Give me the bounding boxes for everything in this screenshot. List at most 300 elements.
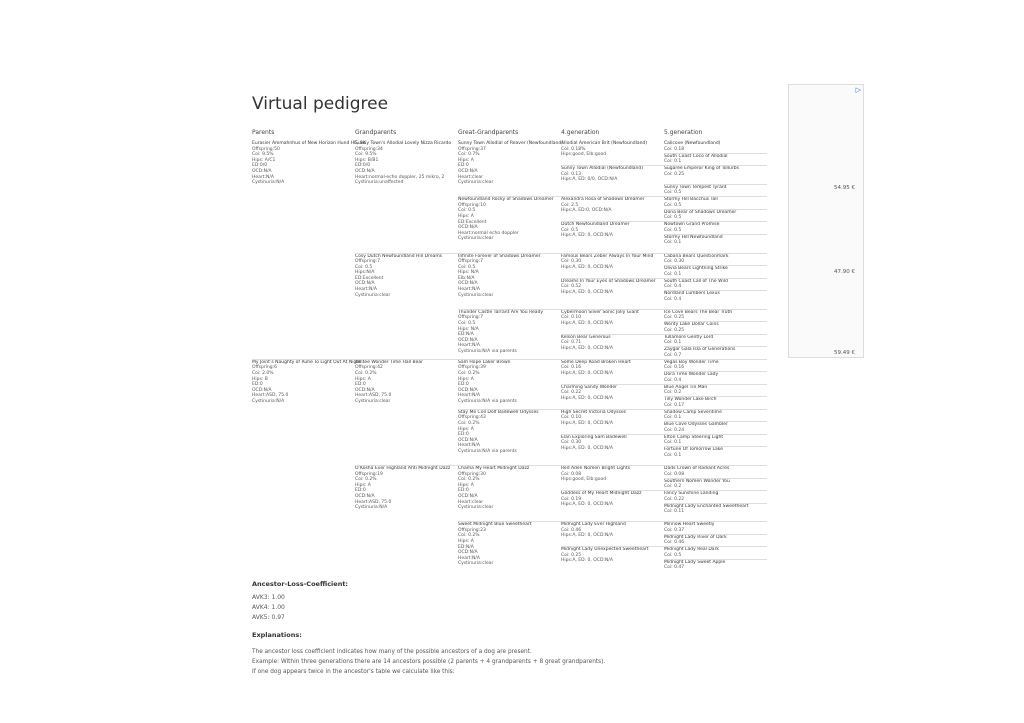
dog-detail: Coi: 0.37	[664, 527, 685, 533]
pedigree-dog-entry[interactable]	[458, 360, 559, 409]
dog-detail: OCD:N/A	[355, 168, 375, 174]
dog-detail: Offspring:43	[458, 415, 486, 421]
column-header-5-generation: 5.generation	[664, 129, 703, 136]
coefficient-title: Ancestor-Loss-Coefficient:	[252, 580, 349, 588]
dog-name[interactable]: Sugaree Emperor King of Tollurbs	[664, 166, 739, 171]
row-divider	[664, 290, 767, 291]
dog-detail: Offspring:10	[458, 202, 486, 208]
dog-name[interactable]: Cabana Bears Questionmark	[664, 253, 729, 259]
dog-detail: Hips: B	[252, 376, 268, 382]
dog-name[interactable]: Elton Camp Steering Light	[664, 434, 724, 440]
dog-detail: OCD:N/A	[458, 281, 478, 287]
dog-name[interactable]: Allodial American Brit (Newfoundland)	[561, 141, 648, 146]
pedigree-dog-entry[interactable]	[664, 210, 765, 222]
pedigree-dog-entry[interactable]	[458, 466, 559, 521]
dog-detail: Offspring:39	[458, 365, 486, 371]
dog-detail: Coi: 2.5	[561, 202, 579, 208]
dog-name[interactable]: O’Kosha Ever Highland Ahti Midnight Dazz	[355, 466, 451, 471]
dog-detail: Hips:A, ED: 0, OCD:N/A	[561, 289, 613, 295]
dog-name[interactable]: Zaygar Gala Isla of Generations	[664, 347, 736, 353]
column-header-parents: Parents	[252, 129, 275, 136]
dog-name[interactable]: Midnight Lady Real Dark	[664, 547, 720, 553]
dog-detail: Hips: A	[458, 482, 474, 488]
pedigree-dog-entry[interactable]	[355, 360, 456, 465]
dog-detail: Hips: B/B1	[355, 157, 379, 163]
dog-name[interactable]: Olivia Bears Lightning Strike	[664, 266, 728, 271]
dog-detail: Coi: 0.25	[561, 552, 582, 558]
dog-detail: Cystinuria:clear	[458, 180, 494, 186]
pedigree-dog-entry[interactable]	[664, 347, 765, 359]
dog-detail: Heart:N/A	[252, 174, 275, 180]
pedigree-dog-entry[interactable]	[664, 479, 765, 491]
dog-name[interactable]: Kelson Bear Generous	[561, 334, 611, 340]
dog-detail: Coi: 0.5	[664, 202, 682, 208]
row-divider	[664, 434, 767, 435]
pedigree-dog-entry[interactable]	[561, 385, 662, 409]
dog-detail: Coi: 0.25	[664, 315, 685, 321]
dog-name[interactable]: Newfoundland Rocky of Shadows Dreamer	[458, 197, 554, 203]
dog-name[interactable]: Dutch Newfoundland Dreamer	[561, 222, 630, 228]
dog-name[interactable]: Fancy Sunshine Landing	[664, 491, 719, 496]
dog-detail: Coi: 0.2%	[458, 370, 480, 376]
pedigree-dog-entry[interactable]	[664, 322, 765, 334]
dog-detail: Coi: 0.2%	[355, 370, 377, 376]
dog-detail: Coi: 0.4	[664, 296, 682, 302]
dog-detail: Coi: 0.4	[664, 377, 682, 383]
dog-name[interactable]: South Coast Call of The Wild	[664, 278, 728, 284]
dog-name[interactable]: Midnight Lady Ever Highland	[561, 522, 626, 528]
dog-detail: Offspring:6	[252, 365, 278, 371]
row-divider	[664, 521, 767, 522]
dog-name[interactable]: Sunny Town Tempest Tyrant	[664, 184, 727, 190]
dog-detail: Coi: 0.11	[664, 509, 685, 515]
row-divider	[664, 209, 767, 210]
row-divider	[664, 334, 767, 335]
row-divider	[664, 446, 767, 447]
pedigree-dog-entry[interactable]	[664, 547, 765, 559]
dog-detail: Hips: N/A	[458, 326, 479, 332]
dog-detail: Heart:normal echo doppler	[458, 230, 519, 236]
dog-detail: Heart:N/A	[458, 287, 481, 293]
pedigree-dog-entry[interactable]	[561, 466, 662, 490]
dog-detail: Cystinuria:clear	[458, 292, 494, 298]
dog-detail: Coi: 0.10	[561, 315, 582, 321]
pedigree-dog-entry[interactable]	[561, 254, 662, 278]
dog-detail: Cystinuria:clear	[355, 292, 391, 298]
pedigree-dog-entry[interactable]	[664, 422, 765, 434]
pedigree-dog-entry[interactable]	[664, 522, 765, 534]
pedigree-dog-entry[interactable]	[664, 385, 765, 397]
dog-name[interactable]: Ice Cove Bears The Bear Truth	[664, 309, 733, 315]
dog-detail: Coi: 0.52	[561, 284, 582, 290]
dog-detail: Heart:ASD, 75.0	[355, 499, 392, 505]
pedigree-dog-entry[interactable]	[664, 435, 765, 447]
dog-detail: Cystinuria:clear	[458, 505, 494, 511]
pedigree-dog-entry[interactable]	[561, 166, 662, 196]
dog-name[interactable]: Tantee Wonder Time Hall Bear	[355, 359, 424, 365]
dog-detail: Cystinuria:N/A via parents	[458, 398, 517, 404]
dog-detail: Hips:A, ED: 0, OCD:N/A	[561, 445, 613, 451]
dog-detail: OCD:N/A	[458, 168, 478, 174]
dog-detail: Cystinuria:unaffected	[355, 180, 404, 186]
dog-detail: Offspring:42	[355, 365, 383, 371]
dog-detail: Cystinuria:N/A via parents	[458, 448, 517, 454]
row-divider	[664, 321, 767, 322]
explanation-line: The ancestor loss coefficient indicates how many of the possible ancestors of a dog are present.	[252, 649, 532, 655]
dog-name[interactable]: Tilly Wonder Lake Birch	[664, 397, 717, 403]
dog-detail: ED:0	[355, 488, 366, 494]
dog-detail: Hips: N/A	[458, 270, 479, 276]
row-divider	[664, 221, 767, 222]
dog-detail: Hips: A	[355, 376, 371, 382]
dog-detail: OCD:N/A	[252, 387, 272, 393]
pedigree-dog-entry[interactable]	[561, 491, 662, 521]
dog-detail: OCD:N/A	[458, 493, 478, 499]
row-divider	[664, 184, 767, 185]
dog-name[interactable]: Goddess of My Heart Midnight Dazz	[561, 491, 642, 496]
dog-detail: Cystinuria:N/A	[252, 398, 285, 404]
dog-detail: Heart:N/A	[458, 393, 481, 399]
pedigree-dog-entry[interactable]	[664, 397, 765, 409]
dog-name[interactable]: Some Deep Road Broken Heart	[561, 359, 631, 365]
dog-detail: Coi: 0.1	[664, 340, 682, 346]
dog-name[interactable]: Stormy Hill Newfoundland	[664, 234, 723, 240]
dog-detail: ED:N/A	[458, 332, 474, 338]
dog-detail: Coi: 0.1	[664, 159, 682, 165]
pedigree-dog-entry[interactable]	[561, 222, 662, 252]
pedigree-dog-entry[interactable]	[355, 466, 456, 578]
dog-name[interactable]: Wenty Lake Dollar Coins	[664, 322, 719, 328]
dog-detail: Heart:ASD, 75.0	[252, 393, 289, 399]
dog-name[interactable]: Elan Exploring Sam Badewell	[561, 434, 627, 440]
pedigree-dog-entry[interactable]	[355, 254, 456, 359]
dog-detail: Coi: 0.7	[664, 352, 682, 358]
dog-detail: ED:0	[458, 163, 469, 169]
pedigree-column-headers	[252, 129, 772, 139]
dog-name[interactable]: Midnight Lady Enchanted Sweetheart	[664, 503, 749, 509]
row-divider	[664, 234, 767, 235]
pedigree-dog-entry[interactable]	[664, 254, 765, 266]
pedigree-dog-entry[interactable]	[664, 185, 765, 197]
dog-detail: Coi: 0.1	[664, 415, 682, 421]
dog-name[interactable]: Midnight Lady Sweet Apple	[664, 559, 726, 565]
pedigree-dog-entry[interactable]	[664, 310, 765, 322]
dog-detail: Coi: 0.18%	[561, 146, 586, 152]
dog-name[interactable]: Stay Me Coll Dolf Badewell Odysses	[458, 409, 539, 415]
dog-detail: OCD:N/A	[355, 281, 375, 287]
row-divider	[664, 309, 767, 310]
dog-detail: Coi: 0.5	[664, 227, 682, 233]
dog-detail: Heart:N/A	[355, 287, 378, 293]
pedigree-dog-entry[interactable]	[664, 560, 765, 578]
dog-detail: Coi: 0.2%	[458, 420, 480, 426]
pedigree-dog-entry[interactable]	[458, 410, 559, 465]
dog-detail: Offspring:30	[458, 471, 486, 477]
pedigree-dog-entry[interactable]	[458, 141, 563, 196]
pedigree-dog-entry[interactable]	[561, 141, 662, 165]
row-divider	[664, 546, 767, 547]
ad-price[interactable]: 47.90 €	[834, 269, 855, 275]
dog-name[interactable]: Eurasier Ammahnhus of New Horizon Hund HE, SK	[252, 141, 366, 146]
pedigree-dog-entry[interactable]	[561, 335, 662, 359]
dog-detail: Heart:clear	[458, 499, 484, 505]
dog-detail: Hips:A, ED: 0, OCD:N/A	[561, 502, 613, 508]
ad-price[interactable]: 54.95 €	[834, 185, 855, 191]
dog-detail: Hips:A, ED: 0, OCD:N/A	[561, 420, 613, 426]
pedigree-dog-entry[interactable]	[561, 410, 662, 434]
dog-detail: Coi: 0.5	[664, 215, 682, 221]
dog-detail: Coi: 2.0%	[252, 370, 274, 376]
pedigree-dog-entry[interactable]	[458, 522, 559, 577]
pedigree-dog-entry[interactable]	[561, 547, 662, 577]
dog-detail: Coi: 0.17	[664, 402, 685, 408]
dog-name[interactable]: Sunny Town's Allodial Lovely Nizza Ricardo	[355, 141, 452, 146]
dog-detail: Coi: 0.5	[458, 320, 476, 326]
dog-name[interactable]: Nowtown Grand Promise	[664, 222, 720, 228]
dog-detail: Hips:good, Elb:good	[561, 477, 607, 483]
dog-detail: Heart:N/A	[458, 443, 481, 449]
row-divider	[664, 478, 767, 479]
pedigree-dog-entry[interactable]	[458, 310, 559, 359]
dog-detail: Heart:clear	[458, 174, 484, 180]
dog-name[interactable]: Sweet Midnight Blue Sweetheart	[458, 522, 532, 528]
dog-name[interactable]: Midnight Lady Unexpected Sweetheart	[561, 547, 649, 553]
row-divider	[664, 346, 767, 347]
pedigree-tree	[252, 141, 772, 581]
dog-detail: Coi: 0.1	[664, 452, 682, 458]
dog-name[interactable]: Shadow Camp Seventime	[664, 409, 722, 415]
dog-detail: Hips:A, ED: 0, OCD:N/A	[561, 533, 613, 539]
dog-detail: OCD:N/A	[458, 437, 478, 443]
dog-detail: Coi: 0.2	[664, 390, 682, 396]
dog-detail: Coi: 0.25	[664, 171, 685, 177]
dog-name[interactable]: Red Aden Nomen Bright Lights	[561, 466, 631, 471]
pedigree-dog-entry[interactable]	[664, 360, 765, 372]
dog-detail: Coi: 0.2%	[458, 477, 480, 483]
row-divider	[664, 265, 767, 266]
dog-name[interactable]: Vegas Boy Wonder Time	[664, 359, 719, 365]
coefficient-value: AVK3: 1.00	[252, 594, 285, 601]
dog-detail: Coi: 0.22	[561, 390, 582, 396]
pedigree-dog-entry[interactable]	[664, 335, 765, 347]
dog-detail: Coi: 0.24	[664, 427, 685, 433]
dog-name[interactable]: Alexandra Rosa of Shadows Dreamer	[561, 197, 645, 203]
pedigree-dog-entry[interactable]	[664, 410, 765, 422]
dog-name[interactable]: Midnight Lady River of Dark	[664, 534, 727, 540]
coefficient-value: AVK4: 1.00	[252, 604, 285, 611]
dog-detail: ED:0	[355, 382, 366, 388]
dog-detail: Hips:N/A	[355, 270, 375, 276]
row-divider	[664, 359, 767, 360]
dog-detail: Cystinuria:N/A	[252, 180, 285, 186]
dog-detail: ED:N/A	[458, 544, 474, 550]
dog-detail: Hips: A	[458, 426, 474, 432]
dog-detail: Hips:A, ED: 0, OCD:N/A	[561, 395, 613, 401]
dog-detail: Coi: 0.2	[664, 484, 682, 490]
dog-detail: Hips:A, ED: 0, OCD:N/A	[561, 558, 613, 564]
pedigree-dog-entry[interactable]	[458, 197, 559, 252]
row-divider	[664, 165, 767, 166]
dog-detail: ED:Excellent	[355, 275, 384, 281]
dog-detail: Coi: 9.5%	[355, 152, 377, 158]
dog-name[interactable]: Southern Nomen Wonder You	[664, 478, 730, 484]
dog-name[interactable]: Sam Hope Laker Brown	[458, 359, 511, 365]
dog-name[interactable]: Chama My Heart Midnight Dazz	[458, 466, 530, 471]
dog-detail: Coi: 0.13	[561, 171, 582, 177]
dog-detail: Coi: 0.30	[664, 259, 685, 265]
dog-detail: Offspring:23	[458, 527, 486, 533]
dog-detail: Hips: A	[355, 482, 371, 488]
row-divider	[664, 559, 767, 560]
pedigree-dog-entry[interactable]	[664, 279, 765, 291]
dog-name[interactable]: Calicove (Newfoundland)	[664, 141, 721, 146]
dog-name[interactable]: Famous Bears Zeber Always In Your Mind	[561, 253, 654, 259]
dog-detail: Coi: 0.10	[561, 415, 582, 421]
dog-detail: Coi: 0.16	[561, 365, 582, 371]
dog-detail: Hips: A	[458, 214, 474, 220]
pedigree-dog-entry[interactable]	[664, 166, 765, 184]
dog-detail: Cystinuria:N/A	[355, 505, 388, 511]
dog-detail: Cystinuria:clear	[458, 561, 494, 567]
dog-detail: Hips:A, ED: 0/0, OCD:N/A	[561, 177, 618, 183]
pedigree-dog-entry[interactable]	[561, 279, 662, 309]
dog-detail: ED:Excellent	[458, 219, 487, 225]
dog-name[interactable]: Minnow Heart Sweetly	[664, 522, 715, 528]
row-divider	[664, 196, 767, 197]
dog-detail: Offspring:50	[252, 146, 280, 152]
advertisement-panel[interactable]	[788, 84, 864, 358]
dog-name[interactable]: Blue Angel Tin Man	[664, 384, 708, 390]
pedigree-dog-entry[interactable]	[561, 522, 662, 546]
pedigree-dog-entry[interactable]	[664, 222, 765, 234]
dog-detail: Coi: 0.5	[664, 190, 682, 196]
pedigree-dog-entry[interactable]	[664, 466, 765, 478]
dog-detail: Offspring:7	[458, 259, 484, 265]
pedigree-dog-entry[interactable]	[458, 254, 559, 309]
pedigree-dog-entry[interactable]	[561, 310, 662, 334]
dog-name[interactable]: Fortune Of Tomorrow Lake	[664, 447, 723, 453]
column-header-4-generation: 4.generation	[561, 129, 600, 136]
dog-name[interactable]: Thunder Castle Tarrant Are You Ready	[458, 309, 544, 315]
dog-name[interactable]: Dreams In Your Eyes of Shadows Dreamer	[561, 278, 656, 284]
pedigree-dog-entry[interactable]	[664, 141, 765, 153]
dog-name[interactable]: Blue Cove Odysses Gambler	[664, 422, 728, 428]
dog-detail: Coi: 0.7%	[458, 152, 480, 158]
dog-detail: Offspring:37	[458, 146, 486, 152]
row-divider	[664, 253, 767, 254]
row-divider	[664, 534, 767, 535]
dog-name[interactable]: My Joint’s Naughty of Ruhe To Light Out At Night	[252, 359, 361, 365]
dog-detail: Coi: 0.5	[561, 227, 579, 233]
dog-name[interactable]: Nordland Lumbers Lexus	[664, 291, 720, 296]
dog-detail: Coi: 0.1	[664, 240, 682, 246]
row-divider	[664, 421, 767, 422]
row-divider	[664, 384, 767, 385]
pedigree-dog-entry[interactable]	[664, 266, 765, 278]
pedigree-dog-entry[interactable]	[664, 491, 765, 503]
row-divider	[664, 371, 767, 372]
dog-detail: Coi: 0.47	[664, 565, 685, 571]
explanation-line: Example: Within three generations there are 14 ancestors possible (2 parents + 4 grandparents + 8 great grandparents).	[252, 659, 606, 665]
dog-detail: Hips: A	[458, 376, 474, 382]
dog-name[interactable]: Cosy Dutch Newfoundland Hill Dreams	[355, 253, 443, 259]
pedigree-dog-entry[interactable]	[561, 197, 662, 221]
dog-name[interactable]: Cybermoon Silver Sonic Jolly Giant	[561, 309, 639, 315]
dog-detail: Cystinuria:N/A via parents	[458, 348, 517, 354]
dog-detail: Offspring:19	[355, 471, 383, 477]
dog-detail: Coi: 0.08	[561, 471, 582, 477]
dog-detail: Cystinuria:clear	[355, 398, 391, 404]
ad-price[interactable]: 59.49 €	[834, 350, 855, 356]
dog-detail: Coi: 0.30	[561, 259, 582, 265]
dog-detail: Coi: 0.2%	[355, 477, 377, 483]
dog-name[interactable]: Dads Crown of Radiant Acres	[664, 466, 730, 471]
dog-detail: Offspring:7	[458, 315, 484, 321]
dog-name[interactable]: Stormy Hill Bacchus Tall	[664, 197, 718, 203]
dog-name[interactable]: Charming Sandy Wonder	[561, 384, 617, 390]
pedigree-dog-entry[interactable]	[561, 360, 662, 384]
dog-name[interactable]: Dona Bear of Shadows Dreamer	[664, 209, 737, 215]
dog-detail: Coi: 0.19	[561, 496, 582, 502]
dog-detail: Coi: 0.16	[664, 365, 685, 371]
dog-detail: Hips:A, ED: 0, OCD:N/A	[561, 264, 613, 270]
pedigree-dog-entry[interactable]	[664, 235, 765, 253]
dog-detail: ED:0/0	[355, 163, 371, 169]
pedigree-dog-entry[interactable]	[561, 435, 662, 465]
row-divider	[664, 503, 767, 504]
explanations-title: Explanations:	[252, 631, 302, 639]
dog-name[interactable]: South Coast Coco of Allodial	[664, 153, 728, 159]
pedigree-dog-entry[interactable]	[664, 372, 765, 384]
dog-name[interactable]: Sunny Town Allodial of Reaver (Newfoundland)	[458, 141, 563, 146]
dog-detail: Coi: 0.5	[458, 208, 476, 214]
dog-detail: Coi: 0.71	[561, 340, 582, 346]
dog-detail: Coi: 0.5	[664, 552, 682, 558]
row-divider	[664, 396, 767, 397]
dog-detail: Heart:N/A	[458, 555, 481, 561]
dog-detail: Coi: 0.5	[458, 264, 476, 270]
coefficient-value: AVK5: 0.97	[252, 614, 285, 621]
dog-name[interactable]: Dora Time Wonder Lady	[664, 372, 719, 378]
dog-name[interactable]: Sunny Town Allodial (Newfoundland)	[561, 166, 644, 171]
pedigree-dog-entry[interactable]	[664, 447, 765, 465]
pedigree-dog-entry[interactable]	[664, 291, 765, 309]
row-divider	[664, 490, 767, 491]
pedigree-dog-entry[interactable]	[252, 359, 361, 578]
dog-detail: Hips: A	[458, 539, 474, 545]
pedigree-dog-entry[interactable]	[664, 154, 765, 166]
dog-detail: ED:0	[458, 432, 469, 438]
dog-name[interactable]: Tullamore Gently Lord	[664, 334, 714, 340]
dog-detail: OCD:N/A	[355, 493, 375, 499]
dog-name[interactable]: Infinite Forever of Shadows Dreamer	[458, 253, 541, 259]
ad-choices-icon[interactable]: ▷	[855, 86, 861, 94]
dog-detail: Hips:A, ED:0, OCD:N/A	[561, 208, 612, 214]
dog-detail: ED:0	[458, 382, 469, 388]
column-header-grandparents: Grandparents	[355, 129, 397, 136]
pedigree-dog-entry[interactable]	[664, 197, 765, 209]
dog-detail: OCD:N/A	[458, 225, 478, 231]
dog-detail: Heart:normal-echo doppler, 25 mikro, 2	[355, 174, 445, 180]
pedigree-dog-entry[interactable]	[355, 141, 456, 253]
dog-detail: ED:0	[252, 382, 263, 388]
dog-detail: Coi: 0.22	[664, 496, 685, 502]
pedigree-dog-entry[interactable]	[664, 504, 765, 522]
dog-name[interactable]: High Secret Victoria Odysses	[561, 409, 626, 415]
pedigree-dog-entry[interactable]	[664, 535, 765, 547]
dog-detail: Offspring:7	[355, 259, 381, 265]
dog-detail: ED:0	[458, 488, 469, 494]
